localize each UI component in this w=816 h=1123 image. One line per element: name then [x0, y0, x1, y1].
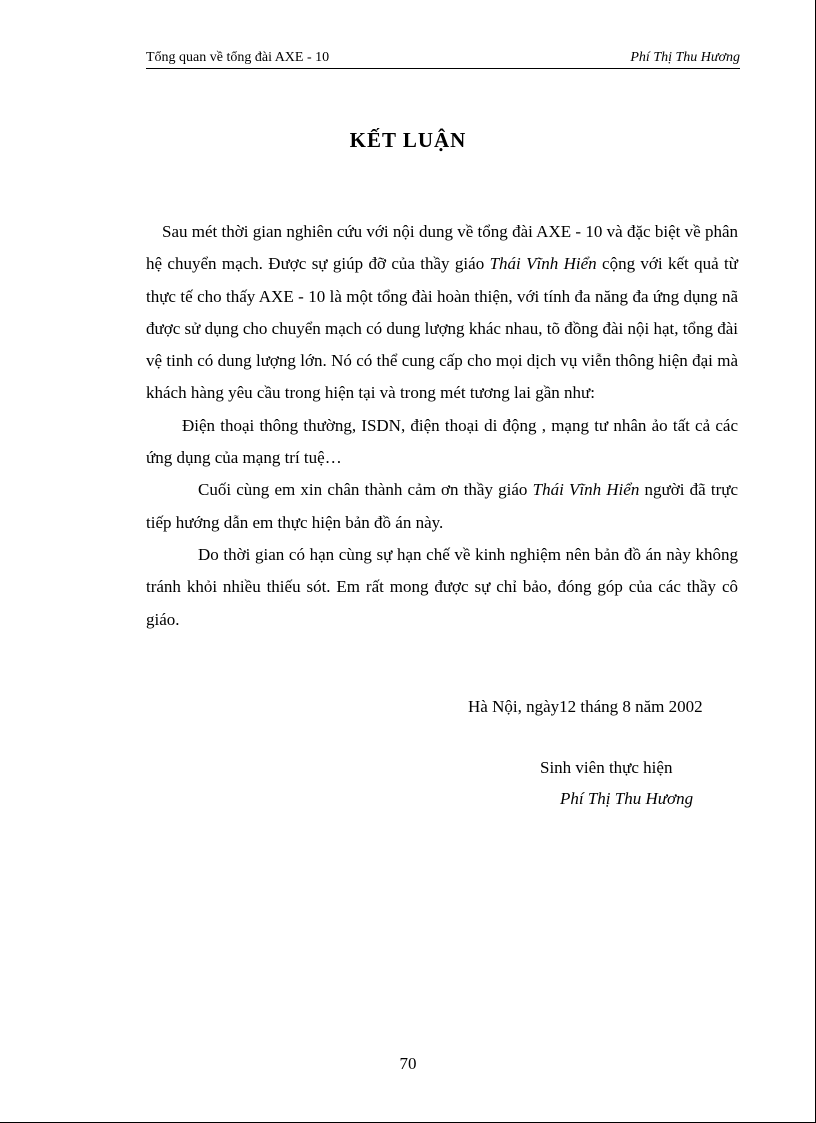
signer-label: Sinh viên thực hiện: [540, 758, 673, 777]
paragraph-3: [146, 474, 738, 539]
header-author: Phí Thị Thu Hương: [630, 50, 740, 65]
advisor-name-2: Thái Vĩnh Hiển: [532, 480, 640, 500]
paragraph-3-text-b: người đã trực tiếp hướng dẫn em thực hiện bản đồ án này.: [146, 480, 738, 532]
page-number: 70: [399, 1054, 417, 1073]
paragraph-4: Do thời gian có hạn cùng sự hạn chế về kinh nghiệm nên bản đồ án này không tránh khỏi nhiều thiếu sót. Em rất mong được sự chỉ bảo, đóng góp của các thầy cô giáo.: [146, 544, 738, 629]
paragraph-2: Điện thoại thông thường, ISDN, điện thoại di động , mạng tư nhân ảo tất cả các ứng dụng của mạng trí tuệ…: [146, 415, 738, 468]
signer-name: Phí Thị Thu Hương: [560, 789, 694, 808]
paragraph-3-text-a: Cuối cùng em xin chân thành cảm ơn thầy giáo: [198, 480, 533, 500]
advisor-name: Thái Vĩnh Hiển: [489, 254, 597, 274]
page-header: [146, 48, 740, 69]
paragraph-1-text-a: Sau mét thời gian nghiên cứu với nội dung về tổng đài AXE - 10 và đặc biệt về phân hệ chuyển mạch. Được sự giúp đỡ của thầy giáo: [146, 222, 738, 274]
page-title: KẾT LUẬN: [349, 128, 467, 152]
paragraph-1-text-b: cộng với kết quả từ thực tế cho thấy AXE - 10 là một tổng đài hoàn thiện, với tính đa năng đa ứng dụng nã được sử dụng cho chuyển mạch có dung lượng khác nhau, tõ đồng đài nội hạt, tổng đài vệ tinh có dung lượng lớn. Nó có thể cung cấp cho mọi dịch vụ viễn thông hiện đại mà khách hàng yêu cầu trong hiện tại và trong mét tương lai gần như:: [146, 254, 738, 403]
paragraph-1: [146, 216, 738, 410]
conclusion-body: [146, 216, 738, 636]
date-line: Hà Nội, ngày12 tháng 8 năm 2002: [468, 697, 703, 716]
header-document-title: Tổng quan về tổng đài AXE - 10: [146, 50, 330, 65]
